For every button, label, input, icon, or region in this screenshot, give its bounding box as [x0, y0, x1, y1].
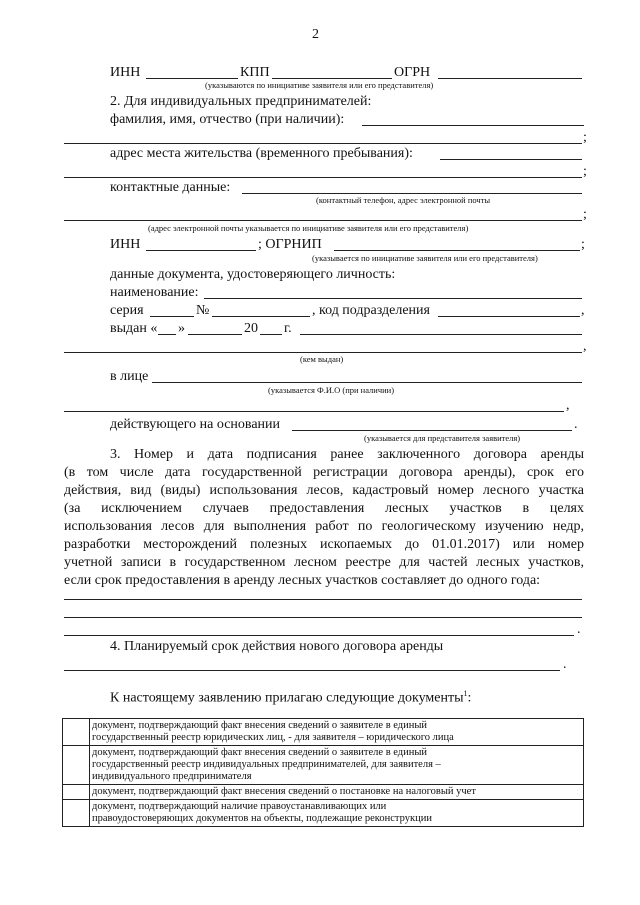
person-field[interactable] [152, 382, 582, 383]
issued-year-field[interactable] [260, 334, 282, 335]
top-note: (указываются по инициативе заявителя или его представителя) [205, 80, 434, 90]
comma: , [566, 398, 570, 413]
fio-field[interactable] [362, 125, 584, 126]
section3-line-4: (за исключением случаев предоставления лесных участков в целях [64, 501, 584, 516]
section3-field-2[interactable] [64, 617, 582, 618]
number-field[interactable] [212, 316, 310, 317]
contacts-field[interactable] [242, 193, 582, 194]
semicolon: ; [583, 130, 587, 145]
ogrnip-note: (указывается по инициативе заявителя или его представителя) [312, 253, 538, 263]
contacts-note: (контактный телефон, адрес электронной почты [316, 195, 491, 205]
code-field[interactable] [438, 316, 580, 317]
section3-line-2: (в том числе дата государственной регистрации договора аренды), срок его [64, 465, 584, 480]
semicolon: ; [583, 164, 587, 179]
address-label: адрес места жительства (временного пребывания): [110, 146, 413, 161]
section4-field[interactable] [64, 670, 560, 671]
comma: , [581, 303, 585, 318]
issued-by-field[interactable] [64, 352, 582, 353]
email-field[interactable] [64, 220, 582, 221]
kpp-field[interactable] [272, 78, 392, 79]
attachment-checkbox-2[interactable] [63, 746, 90, 785]
issued-month-field[interactable] [188, 334, 242, 335]
period: . [574, 417, 578, 432]
table-row [63, 785, 584, 800]
attachments-intro: К настоящему заявлению прилагаю следующие документы$^1$: [110, 689, 472, 706]
section3-line-8: если срок предоставления в аренду лесных участков составляет до одного года: [64, 573, 541, 588]
semicolon: ; [581, 237, 585, 252]
section4-label: 4. Планируемый срок действия нового договора аренды [110, 639, 444, 654]
basis-field[interactable] [292, 430, 572, 431]
section3-line-3: действия, вид (виды) использования лесов, кадастровый номер лесного участка [64, 483, 584, 498]
attachment-text-1: документ, подтверждающий факт внесения сведений о заявителе в единый государственный реестр юридических лиц, - для заявителя – юридического лица [90, 719, 584, 746]
doc-label: данные документа, удостоверяющего личность: [110, 267, 396, 282]
ip-inn-field[interactable] [146, 250, 256, 251]
issued-day-field[interactable] [158, 334, 176, 335]
issued-extra-field[interactable] [300, 334, 582, 335]
person-note: (указывается Ф.И.О (при наличии) [268, 385, 395, 395]
basis-label: действующего на основании [110, 417, 281, 432]
kpp-label: КПП [240, 65, 270, 80]
table-row [63, 719, 584, 746]
inn-label: ИНН [110, 65, 141, 80]
attachment-checkbox-4[interactable] [63, 800, 90, 827]
person-field-2[interactable] [64, 411, 564, 412]
address-field[interactable] [440, 159, 582, 160]
fio-label: фамилия, имя, отчество (при наличии): [110, 112, 345, 127]
ip-inn-label: ИНН [110, 237, 141, 252]
semicolon: ; [583, 207, 587, 222]
series-field[interactable] [150, 316, 194, 317]
attachments-table [62, 718, 584, 827]
page-number: 2 [312, 27, 319, 42]
year-prefix: 20 [244, 321, 258, 336]
attachment-checkbox-3[interactable] [63, 785, 90, 800]
year-suffix: г. [284, 321, 292, 336]
fio-field-2[interactable] [64, 143, 582, 144]
table-row [63, 800, 584, 827]
ogrnip-label: ; ОГРНИП [258, 237, 322, 252]
quote-close: » [178, 321, 185, 336]
code-label: , код подразделения [312, 303, 430, 318]
address-field-2[interactable] [64, 177, 582, 178]
series-label: серия [110, 303, 144, 318]
person-label: в лице [110, 369, 149, 384]
period: . [577, 622, 581, 637]
basis-note: (указывается для представителя заявителя) [364, 433, 521, 443]
comma: , [583, 339, 587, 354]
doc-name-field[interactable] [204, 298, 582, 299]
section3-line-6: разработки месторождений полезных ископаемых до 01.01.2017) или номер [64, 537, 584, 552]
ip-heading: 2. Для индивидуальных предпринимателей: [110, 94, 372, 109]
number-label: № [196, 303, 210, 318]
attachment-text-4: документ, подтверждающий наличие правоустанавливающих или правоудостоверяющих документов на объекты, подлежащие реконструкции [90, 800, 584, 827]
footnote-mark: 1 [463, 689, 468, 698]
contacts-label: контактные данные: [110, 180, 231, 195]
attachment-text-3: документ, подтверждающий факт внесения сведений о постановке на налоговый учет [90, 785, 584, 800]
section3-line-7: учетной записи в государственном лесном реестре для частей лесных участков, [64, 555, 584, 570]
section3-field-3[interactable] [64, 635, 574, 636]
ogrnip-field[interactable] [334, 250, 580, 251]
table-row [63, 746, 584, 785]
attachment-checkbox-1[interactable] [63, 719, 90, 746]
section3-field-1[interactable] [64, 599, 582, 600]
ogrn-field[interactable] [438, 78, 582, 79]
section3-line-1: 3. Номер и дата подписания ранее заключенного договора аренды [110, 447, 584, 462]
inn-field[interactable] [146, 78, 238, 79]
issued-label: выдан « [110, 321, 158, 336]
period: . [563, 657, 567, 672]
section3-line-5: использования лесов для выполнения работ по геологическому изучению недр, [64, 519, 584, 534]
email-note: (адрес электронной почты указывается по инициативе заявителя или его представителя) [148, 223, 469, 233]
ogrn-label: ОГРН [394, 65, 431, 80]
attachment-text-2: документ, подтверждающий факт внесения сведений о заявителе в единый государственный реестр индивидуальных предпринимателей, для заявителя – индивидуального предпринимателя [90, 746, 584, 785]
doc-name-label: наименование: [110, 285, 199, 300]
issued-by-note: (кем выдан) [300, 354, 344, 364]
